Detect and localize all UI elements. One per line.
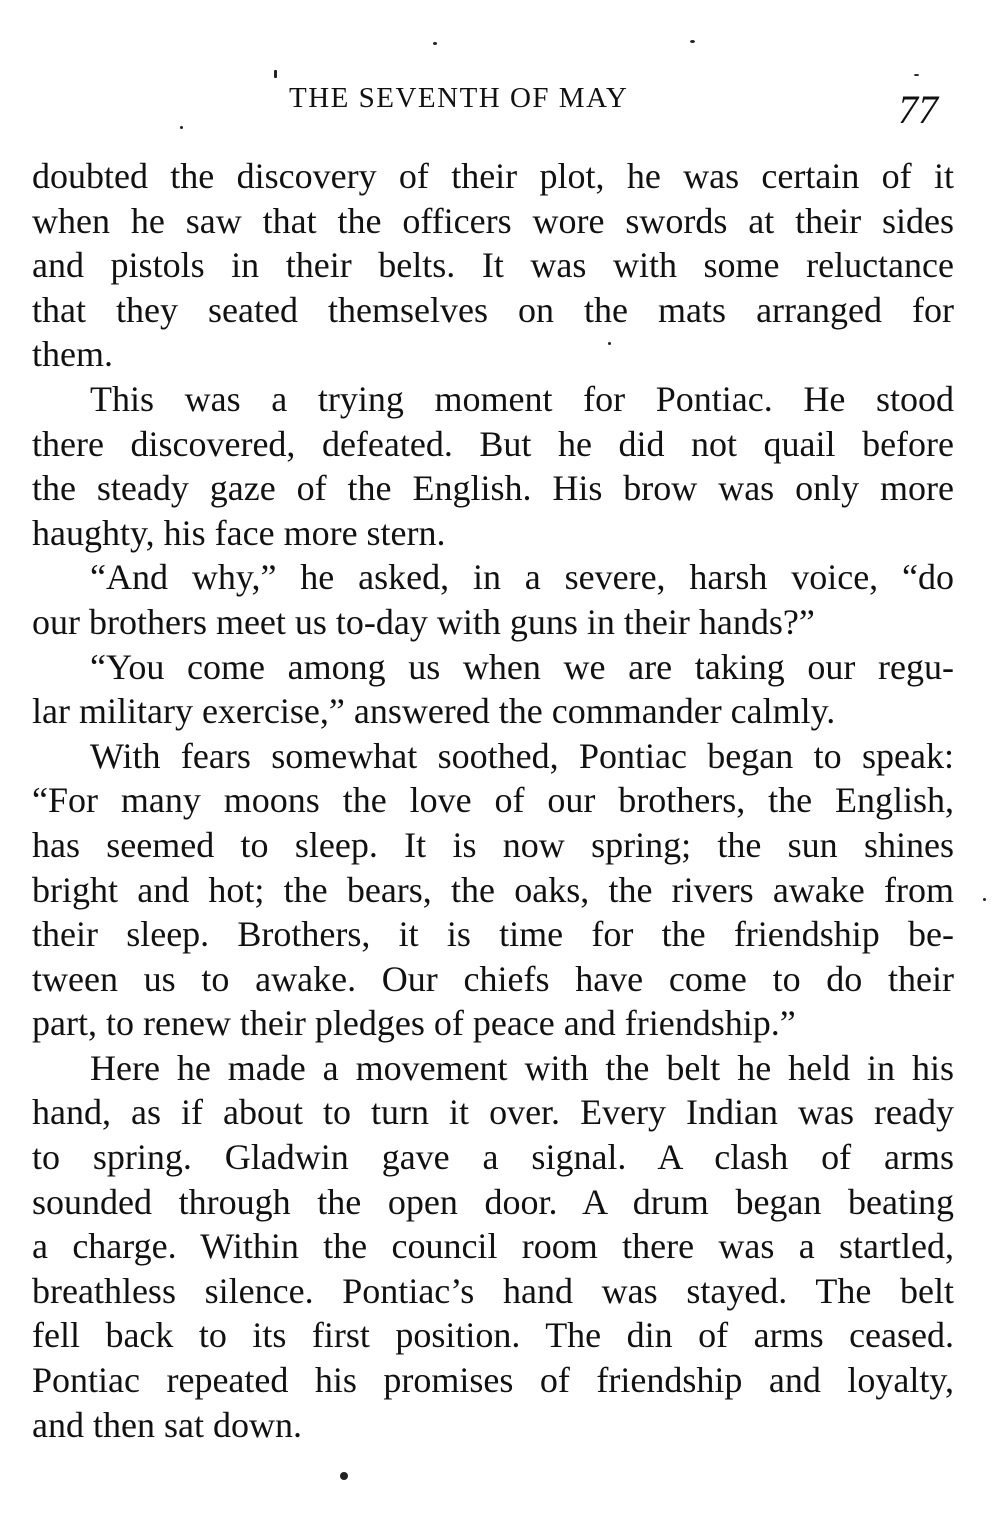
scan-speck — [433, 42, 437, 45]
text-line: the steady gaze of the English. His brow was only more — [32, 468, 954, 509]
text-line: hand, as if about to turn it over. Every Indian was ready — [32, 1092, 954, 1133]
scan-speck — [690, 40, 695, 43]
text-line: doubted the discovery of their plot, he was certain of it — [32, 156, 954, 196]
text-line: haughty, his face more stern. — [32, 512, 446, 553]
text-line: bright and hot; the bears, the oaks, the rivers awake from — [32, 869, 954, 910]
text-line: our brothers meet us to-day with guns in their hands?” — [32, 601, 815, 642]
text-line: “And why,” he asked, in a severe, harsh voice, “do — [90, 557, 954, 598]
scan-speck — [180, 126, 183, 129]
text-line: With fears somewhat soothed, Pontiac began to speak: — [90, 735, 954, 776]
scan-speck — [340, 1472, 348, 1480]
body-text — [32, 154, 954, 1447]
text-line: and pistols in their belts. It was with some reluctance — [32, 245, 954, 286]
running-head: THE SEVENTH OF MAY — [289, 82, 629, 114]
text-line: and then sat down. — [32, 1404, 302, 1445]
text-line: sounded through the open door. A drum began beating — [32, 1181, 954, 1222]
text-line: “You come among us when we are taking our regu- — [90, 646, 954, 687]
scan-speck — [274, 70, 277, 78]
text-line: lar military exercise,” answered the commander calmly. — [32, 691, 836, 732]
text-line: Pontiac repeated his promises of friendship and loyalty, — [32, 1360, 954, 1401]
text-line: there discovered, defeated. But he did not quail before — [32, 423, 954, 464]
page-number: 77 — [898, 87, 938, 132]
text-line: part, to renew their pledges of peace and friendship.” — [32, 1003, 796, 1044]
text-line: to spring. Gladwin gave a signal. A clash of arms — [32, 1137, 954, 1178]
text-line: This was a trying moment for Pontiac. He stood — [90, 378, 954, 419]
text-line: breathless silence. Pontiac’s hand was stayed. The belt — [32, 1270, 954, 1311]
scan-speck — [914, 74, 919, 76]
text-line: when he saw that the officers wore swords at their sides — [32, 200, 954, 241]
text-line: them. — [32, 334, 113, 375]
text-line: a charge. Within the council room there was a startled, — [32, 1226, 954, 1267]
scan-speck — [983, 898, 986, 901]
text-line: their sleep. Brothers, it is time for the friendship be- — [32, 914, 954, 955]
text-line: tween us to awake. Our chiefs have come to do their — [32, 958, 954, 999]
text-line: “For many moons the love of our brothers, the English, — [32, 780, 954, 821]
scan-speck — [608, 342, 611, 345]
text-line: has seemed to sleep. It is now spring; the sun shines — [32, 824, 954, 865]
text-line: Here he made a movement with the belt he held in his — [90, 1047, 954, 1088]
text-line: fell back to its first position. The din of arms ceased. — [32, 1315, 954, 1356]
text-line: that they seated themselves on the mats arranged for — [32, 289, 954, 330]
